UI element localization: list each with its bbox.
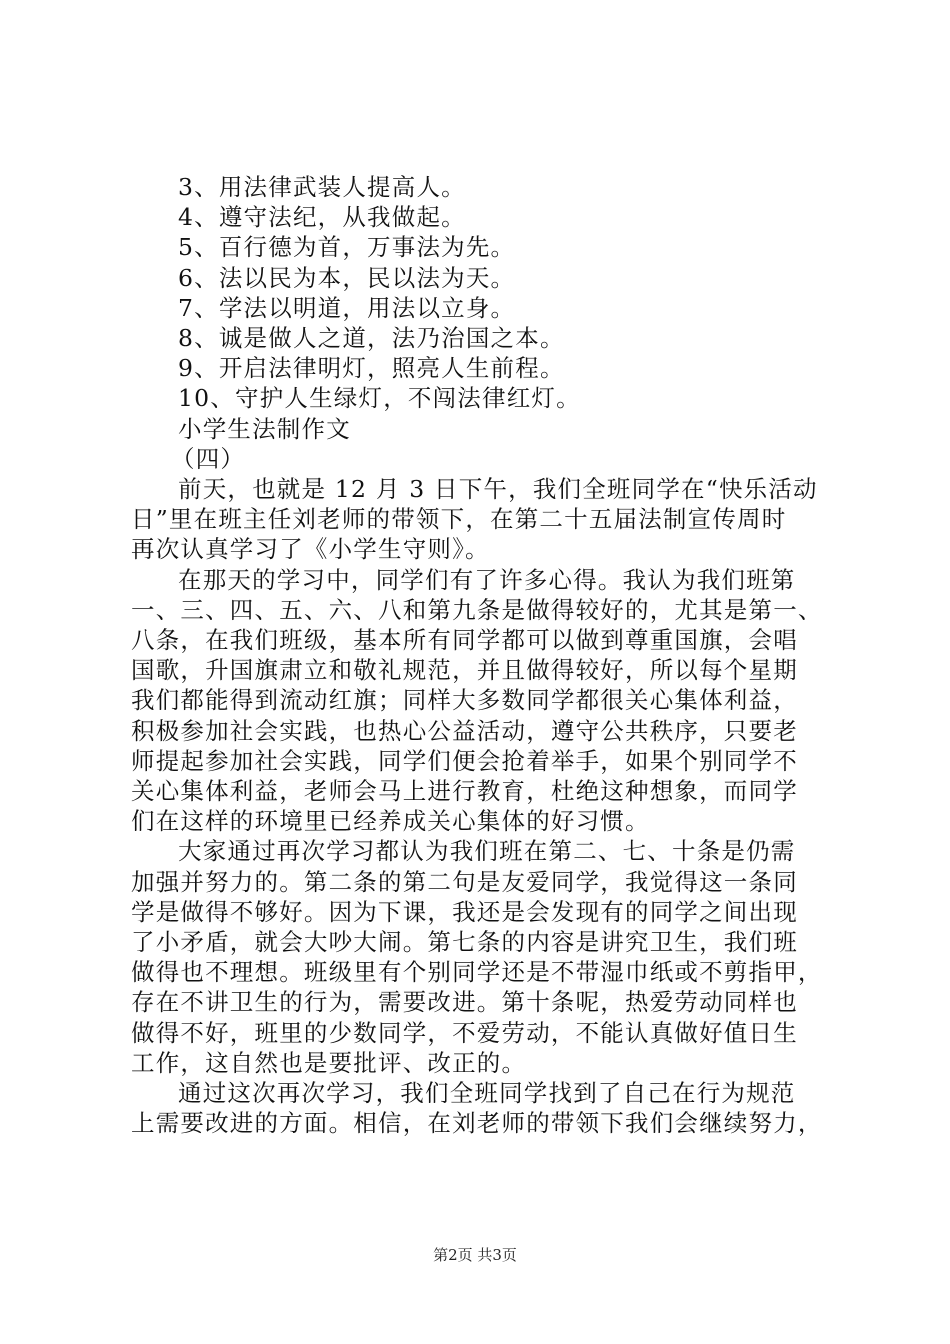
- list-item: 5、百行德为首，万事法为先。: [178, 233, 516, 262]
- paragraph-line: 一、三、四、五、六、八和第九条是做得较好的，尤其是第一、: [131, 595, 823, 624]
- paragraph-line: 加强并努力的。第二条的第二句是友爱同学，我觉得这一条同: [131, 867, 798, 896]
- paragraph: [131, 565, 837, 837]
- list-item: 3、用法律武装人提高人。: [178, 173, 466, 201]
- paragraph-line: 八条，在我们班级，基本所有同学都可以做到尊重国旗，会唱: [131, 626, 798, 655]
- paragraph-line: 做得也不理想。班级里有个别同学还是不带湿巾纸或不剪指甲，: [131, 958, 823, 987]
- paragraph-line: 通过这次再次学习，我们全班同学找到了自己在行为规范: [178, 1079, 796, 1108]
- paragraph-line: 存在不讲卫生的行为，需要改进。第十条呢，热爱劳动同样也: [131, 988, 798, 1017]
- list-item: 9、开启法律明灯，照亮人生前程。: [178, 354, 565, 383]
- paragraph-line: 学是做得不够好。因为下课，我还是会发现有的同学之间出现: [131, 897, 798, 926]
- page-footer: 第2页 共3页: [433, 1246, 517, 1264]
- document-body: [131, 172, 837, 1139]
- list-item: 10、守护人生绿灯，不闯法律红灯。: [178, 384, 581, 413]
- paragraph-line: 大家通过再次学习都认为我们班在第二、七、十条是仍需: [178, 837, 796, 866]
- list-item: 8、诚是做人之道，法乃治国之本。: [178, 324, 565, 353]
- essay-title: 小学生法制作文: [178, 414, 351, 443]
- list-item: 4、遵守法纪，从我做起。: [178, 203, 466, 232]
- paragraph-line: 做得不好，班里的少数同学，不爱劳动，不能认真做好值日生: [131, 1018, 798, 1047]
- paragraph-line: 关心集体利益，老师会马上进行教育，杜绝这种想象，而同学: [131, 777, 798, 806]
- essay-number: （四）: [171, 444, 246, 473]
- list-item: 7、学法以明道，用法以立身。: [178, 293, 516, 322]
- paragraph-line: 师提起参加社会实践，同学们便会抢着举手，如果个别同学不: [131, 746, 798, 775]
- paragraph-line: 积极参加社会实践，也热心公益活动，遵守公共秩序，只要老: [131, 716, 798, 745]
- paragraph-line: 我们都能得到流动红旗；同样大多数同学都很关心集体利益，: [131, 686, 798, 715]
- paragraph: [131, 836, 837, 1078]
- paragraph: [131, 1078, 837, 1138]
- paragraph-line: 了小矛盾，就会大吵大闹。第七条的内容是讲究卫生，我们班: [131, 928, 798, 957]
- paragraph-line: 国歌，升国旗肃立和敬礼规范，并且做得较好，所以每个星期: [131, 656, 798, 685]
- paragraph-line: 日”里在班主任刘老师的带领下，在第二十五届法制宣传周时: [131, 505, 787, 534]
- paragraph-line: 工作，这自然也是要批评、改正的。: [131, 1048, 527, 1077]
- paragraph-line: 再次认真学习了《小学生守则》。: [131, 535, 490, 564]
- list-item: 6、法以民为本，民以法为天。: [178, 263, 516, 292]
- paragraph-line: 在那天的学习中，同学们有了许多心得。我认为我们班第: [178, 565, 796, 594]
- paragraph-line: 前天，也就是 12 月 3 日下午，我们全班同学在“快乐活动: [178, 475, 818, 504]
- paragraph: [131, 474, 837, 565]
- paragraph-line: 上需要改进的方面。相信，在刘老师的带领下我们会继续努力，: [131, 1109, 823, 1138]
- paragraph-line: 们在这样的环境里已经养成关心集体的好习惯。: [131, 807, 650, 836]
